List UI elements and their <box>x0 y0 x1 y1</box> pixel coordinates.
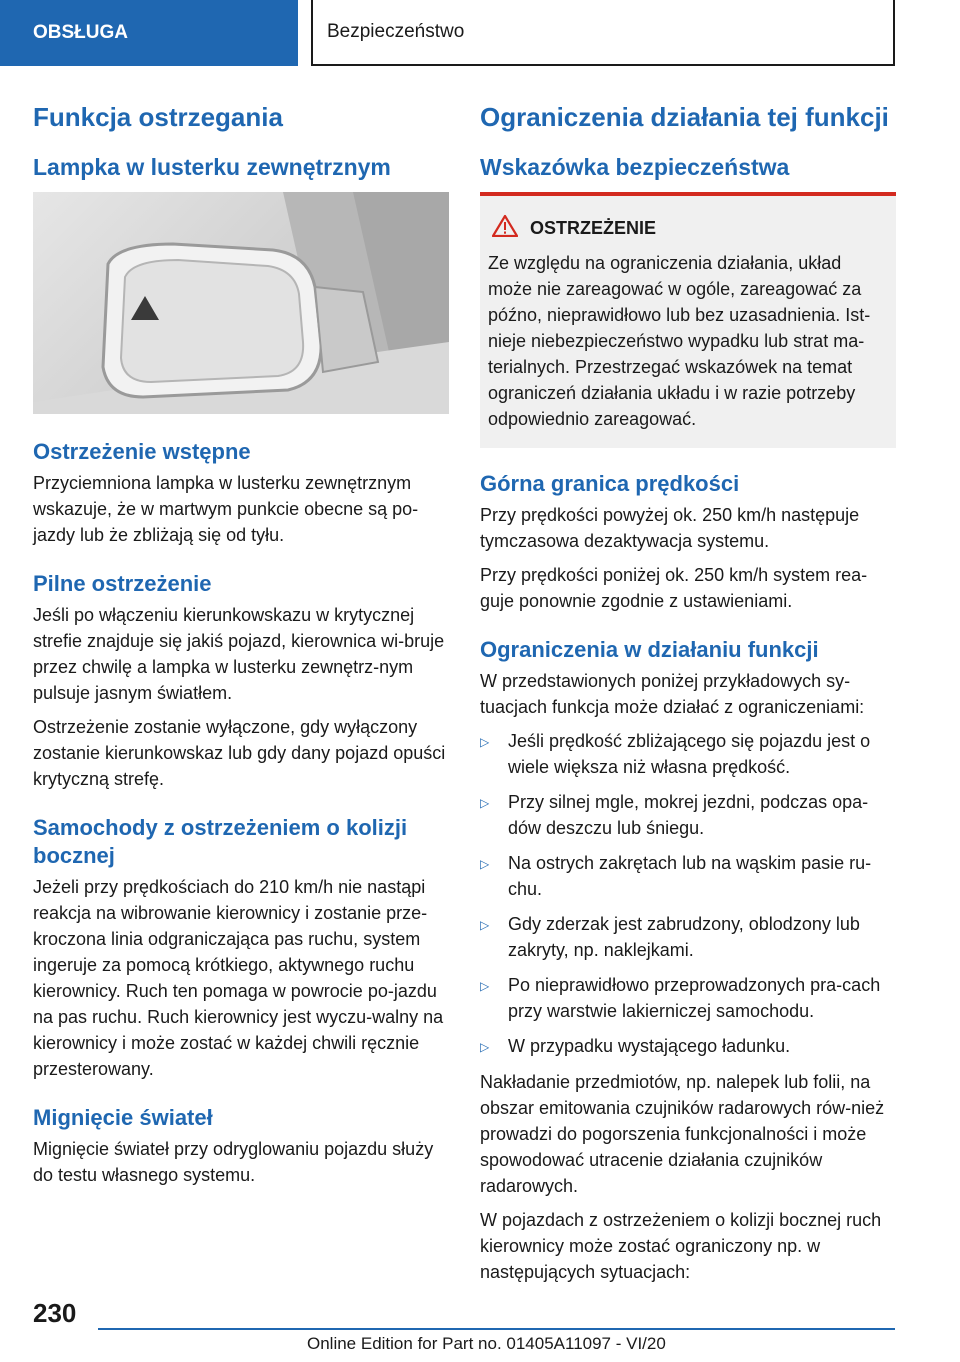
warning-label: OSTRZEŻENIE <box>530 217 657 238</box>
triangle-right-icon: ▷ <box>480 857 490 871</box>
paragraph: Jeżeli przy prędkościach do 210 km/h nie nastąpi reakcja na wibrowanie kierownicy i zostanie prze-kroczona linia odgraniczająca pas ruchu, system ingeruje za pomocą krótkiego, aktywnego ruchu kierownicy. Ruch ten pomaga w powrocie po-jazdu na pas ruchu. Ruch kierownicy jest wyczu-walny na kierownicy i może zostać w każdej chwili ręcznie przesterowany. <box>33 877 444 1079</box>
paragraph: Mignięcie świateł przy odryglowaniu pojazdu służy do testu własnego systemu. <box>33 1139 434 1185</box>
paragraph: Przy prędkości poniżej ok. 250 km/h system rea-guje ponownie zgodnie z ustawieniami. <box>480 565 868 611</box>
paragraph: W przedstawionych poniżej przykładowych sy-tuacjach funkcja może działać z ograniczeniami: <box>480 671 865 717</box>
subtitle-mirror-lamp: Lampka w lusterku zewnętrznym <box>33 154 391 180</box>
warning-text: Ze względu na ograniczenia działania, układ może nie zareagować w ogóle, zareagować za późno, nieprawidłowo lub bez uzasadnienia. Ist-nieje niebezpieczeństwo wypadku lub strat ma-terialnych. Przestrzegać wskazówek na temat ograniczeń działania układu i w razie potrzeby odpowiednio zareagować. <box>488 253 871 429</box>
triangle-right-icon: ▷ <box>480 796 490 810</box>
heading-light-flash: Mignięcie świateł <box>33 1105 213 1130</box>
heading-speed-limit: Górna granica prędkości <box>480 471 740 496</box>
list-item: ▷ Gdy zderzak jest zabrudzony, oblodzony lub zakryty, np. naklejkami. <box>480 911 896 963</box>
heading-function-limits: Ograniczenia w działaniu funkcji <box>480 637 819 662</box>
paragraph: Przy prędkości powyżej ok. 250 km/h następuje tymczasowa dezaktywacja systemu. <box>480 505 860 551</box>
page-title-right: Ograniczenia działania tej funkcji <box>480 102 889 132</box>
breadcrumb <box>311 0 895 66</box>
left-column <box>33 100 449 1196</box>
page-number: 230 <box>33 1298 77 1328</box>
heading-side-collision: Samochody z ostrzeżeniem o kolizji bocznej <box>33 815 408 868</box>
subtitle-safety-note: Wskazówka bezpieczeństwa <box>480 154 790 180</box>
list-item: ▷ Po nieprawidłowo przeprowadzonych pra-cach przy warstwie lakierniczej samochodu. <box>480 972 896 1024</box>
paragraph: Przyciemniona lampka w lusterku zewnętrznym wskazuje, że w martwym punkcie obecne są po-jazdy lub że zbliżają się od tyłu. <box>33 473 419 545</box>
footer-divider <box>98 1328 895 1330</box>
warning-box <box>480 192 896 448</box>
triangle-right-icon: ▷ <box>480 735 490 749</box>
warning-triangle-icon <box>492 214 518 242</box>
paragraph: Ostrzeżenie zostanie wyłączone, gdy wyłączony zostanie kierunkowskaz lub gdy dany pojazd opuści krytyczną strefę. <box>33 717 446 789</box>
right-column <box>480 100 896 1293</box>
paragraph: Jeśli po włączeniu kierunkowskazu w krytycznej strefie znajduje się jakiś pojazd, kierownica wi-bruje przez chwilę a lampka w lusterku zewnętrz-nym pulsuje jasnym światłem. <box>33 605 445 703</box>
paragraph: W pojazdach z ostrzeżeniem o kolizji bocznej ruch kierownicy może zostać ograniczony np. w następujących sytuacjach: <box>480 1210 882 1282</box>
triangle-right-icon: ▷ <box>480 979 490 993</box>
section-label: OBSŁUGA <box>33 22 128 43</box>
list-item: ▷ Przy silnej mgle, mokrej jezdni, podczas opa-dów deszczu lub śniegu. <box>480 789 896 841</box>
page-title-left: Funkcja ostrzegania <box>33 102 283 132</box>
triangle-right-icon: ▷ <box>480 1040 490 1054</box>
list-item: ▷ Na ostrych zakrętach lub na wąskim pasie ru-chu. <box>480 850 896 902</box>
footer-edition: Online Edition for Part no. 01405A11097 - VI/20 <box>307 1334 666 1353</box>
mirror-illustration <box>33 192 449 414</box>
heading-urgent-warning: Pilne ostrzeżenie <box>33 571 212 596</box>
paragraph: Nakładanie przedmiotów, np. nalepek lub folii, na obszar emitowania czujników radarowych rów-nież prowadzi do pogorszenia funkcjonalności i może spowodować utracenie działania czujników radarowych. <box>480 1072 885 1196</box>
limits-list <box>480 728 896 1060</box>
breadcrumb-label: Bezpieczeństwo <box>327 21 465 42</box>
heading-pre-warning: Ostrzeżenie wstępne <box>33 439 251 464</box>
list-item: ▷ Jeśli prędkość zbliżającego się pojazdu jest o wiele większa niż własna prędkość. <box>480 728 896 780</box>
section-tab <box>0 0 298 66</box>
list-item: ▷ W przypadku wystającego ładunku. <box>480 1033 896 1060</box>
side-mirror-image <box>33 192 449 414</box>
triangle-right-icon: ▷ <box>480 918 490 932</box>
